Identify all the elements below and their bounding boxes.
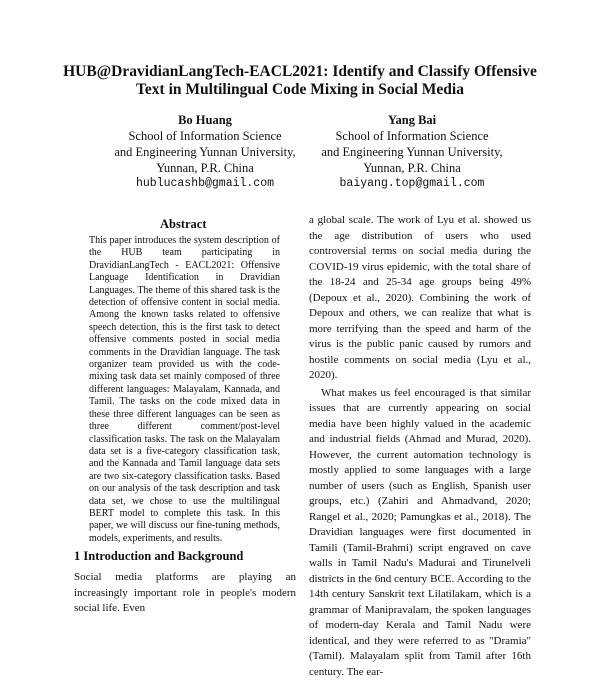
author-affiliation-1: School of Information Science (95, 128, 315, 144)
author-affiliation-2: and Engineering Yunnan University, (95, 144, 315, 160)
right-paragraph-2: What makes us feel encouraged is that similar issues that are currently appearing on social media have been highly valued in the academic and industrial fields (Ahmad and Murad, 2020). However, the current automation technology is mostly applied to some languages with a large number of users (such as English, Spanish user groups, etc.) (Zahiri and Ahmadvand, 2020; Rangel et al., 2020; Pamungkas et al., 2018). The Dravidian languages were first documented in Tamili (Tamil-Brahmi) script engraved on cave walls in Tamil Nadu's Madurai and Tirunelveli districts in the 6nd century BCE. According to the 14th century Sanskrit text Lilatilakam, which is a grammar of Manipravalam, the spoken languages of modern-day Kerala and Tamil Nadu were identical, and they were referred to as "Dramia" (Tamil). Malayalam split from Tamil after 16th century. The ear- (309, 386, 531, 680)
right-paragraph-1: a global scale. The work of Lyu et al. showed us the age distribution of users who used controversial terms on social media during the COVID-19 virus epidemic, with the total share of the 18-24 and 25-34 age groups being 49% (Depoux et al., 2020). Combining the work of Depoux and others, we can realize that what is more terrifying than the speed and harm of the virus is the public panic caused by rumors and hostile comments on social media (Lyu et al., 2020). (309, 213, 531, 384)
author-affiliation-2: and Engineering Yunnan University, (302, 144, 522, 160)
author-affiliation-1: School of Information Science (302, 128, 522, 144)
right-column (309, 213, 531, 680)
title-line-1: HUB@DravidianLangTech-EACL2021: Identify and Classify Offensive (40, 63, 560, 81)
title-line-2: Text in Multilingual Code Mixing in Social Media (40, 81, 560, 99)
author-email: hublucashb@gmail.com (95, 176, 315, 192)
author-email: baiyang.top@gmail.com (302, 176, 522, 192)
introduction-text: Social media platforms are playing an increasingly important role in people's modern social life. Even (74, 570, 296, 617)
abstract-heading: Abstract (160, 217, 207, 232)
author-name: Yang Bai (302, 112, 522, 128)
author-name: Bo Huang (95, 112, 315, 128)
author-affiliation-3: Yunnan, P.R. China (95, 160, 315, 176)
section-heading-introduction: 1 Introduction and Background (74, 549, 243, 564)
author-affiliation-3: Yunnan, P.R. China (302, 160, 522, 176)
abstract-body: This paper introduces the system description of the HUB team participating in DravidianLangTech - EACL2021: Offensive Language Identification in Dravidian Languages. The theme of this shared task is the detection of offensive content in social media. Among the known tasks related to offensive speech detection, this is the first task to detect offensive comments posted in social media comments in the Dravidian language. The task organizer team provided us with the code-mixing task data set mainly composed of three different languages: Malayalam, Kannada, and Tamil. The tasks on the code mixed data in these three different languages can be seen as three different comment/post-level classification tasks. The task on the Malayalam data set is a five-category classification task, and the Kannada and Tamil language data sets are two six-category classification tasks. Based on our analysis of the task description and task data set, we chose to use the multilingual BERT model to complete this task. In this paper, we will discuss our fine-tuning methods, models, experiments, and results. (89, 235, 280, 545)
